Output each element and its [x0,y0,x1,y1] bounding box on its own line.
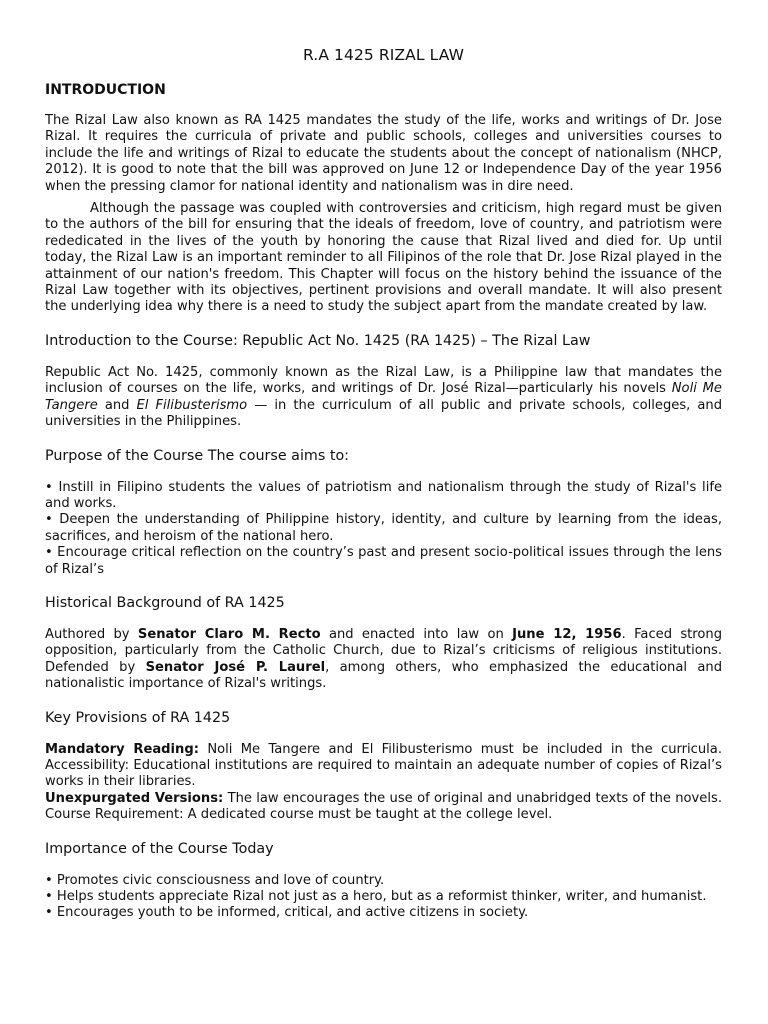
course-intro-and: and [97,397,137,413]
history-text: , among others, who emphasized the educational and nationalistic importance of Rizal's writings. [45,659,723,692]
novel-fili: El Filibusterismo [136,397,248,413]
history-paragraph [45,627,722,693]
purpose-list [45,480,722,578]
introduction-heading: INTRODUCTION [45,82,166,98]
provision-label: Unexpurgated Versions: [45,790,224,806]
history-text: and enacted into law on [320,626,513,642]
provision-label: Mandatory Reading: [45,741,199,757]
purpose-bullet: • Instill in Filipino students the values of patriotism and nationalism through the study of Rizal's life and works. [45,479,722,511]
history-text: Authored by [45,626,138,642]
novel-noli: Noli Me Tangere [45,381,722,413]
provision-text: Noli Me Tangere and El Filibusterismo must be included in the curricula. Accessibility: Educational institutions are required to maintain an adequate number of copies of Rizal’s works in their libraries. [45,741,722,790]
importance-heading: Importance of the Course Today [45,840,274,857]
purpose-bullet: • Deepen the understanding of Philippine history, identity, and culture by learning from the ideas, sacrifices, and heroism of the national hero. [45,512,722,544]
importance-bullet: • Promotes civic consciousness and love of country. [45,872,385,888]
author-name: Senator Claro M. Recto [137,626,321,642]
course-intro-heading: Introduction to the Course: Republic Act No. 1425 (RA 1425) – The Rizal Law [45,332,591,349]
history-text: . Faced strong opposition, particularly from the Catholic Church, due to Rizal’s criticisms of religious institutions. Defended by [45,626,723,675]
enactment-date: June 12, 1956 [512,626,622,642]
importance-list [45,873,722,922]
provision-text: The law encourages the use of original and unabridged texts of the novels. Course Requirement: A dedicated course must be taught at the college level. [45,790,722,823]
course-intro-text-a: Republic Act No. 1425, commonly known as the Rizal Law, is a Philippine law that mandates the inclusion of courses on the life, works, and writings of Dr. José Rizal—particularly his novels [45,364,722,397]
importance-bullet: • Helps students appreciate Rizal not just as a hero, but as a reformist thinker, writer, and humanist. [45,889,707,904]
purpose-bullet: • Encourage critical reflection on the country’s past and present socio-political issues through the lens of Rizal’s [45,545,722,577]
importance-bullet: • Encourages youth to be informed, critical, and active citizens in society. [45,905,529,921]
course-intro-text-b: — in the curriculum of all public and private schools, colleges, and universities in the Philippines. [45,397,723,430]
provision-mandatory-reading [45,742,722,791]
provision-unexpurgated [45,791,722,824]
intro-paragraph-1: The Rizal Law also known as RA 1425 mandates the study of the life, works and writings of Dr. Jose Rizal. It requires the curricula of private and public schools, colleges and universities courses to include the life and writings of Rizal to educate the students about the concept of nationalism (NHCP, 2012). It is good to note that the bill was approved on June 12 or Independence Day of the year 1956 when the pressing clamor for national identity and nationalism was in dire need. [45,113,722,194]
document-title: R.A 1425 RIZAL LAW [302,46,465,64]
provisions-heading: Key Provisions of RA 1425 [45,709,231,726]
intro-paragraph-2: Although the passage was coupled with controversies and criticism, high regard must be given to the authors of the bill for ensuring that the ideals of freedom, love of country, and patriotism were rededicated in the lives of the youth by honoring the cause that Rizal lived and died for. Up until today, the Rizal Law is an important reminder to all Filipinos of the role that Dr. Jose Rizal played in the attainment of our nation's freedom. This Chapter will focus on the history behind the issuance of the Rizal Law together with its objectives, pertinent provisions and overall mandate. It will also present the underlying idea why there is a need to study the subject apart from the mandate created by law. [45,201,722,315]
history-heading: Historical Background of RA 1425 [45,594,285,611]
purpose-heading: Purpose of the Course The course aims to: [45,447,350,464]
course-intro-paragraph [45,365,722,431]
defender-name: Senator José P. Laurel [145,659,326,675]
